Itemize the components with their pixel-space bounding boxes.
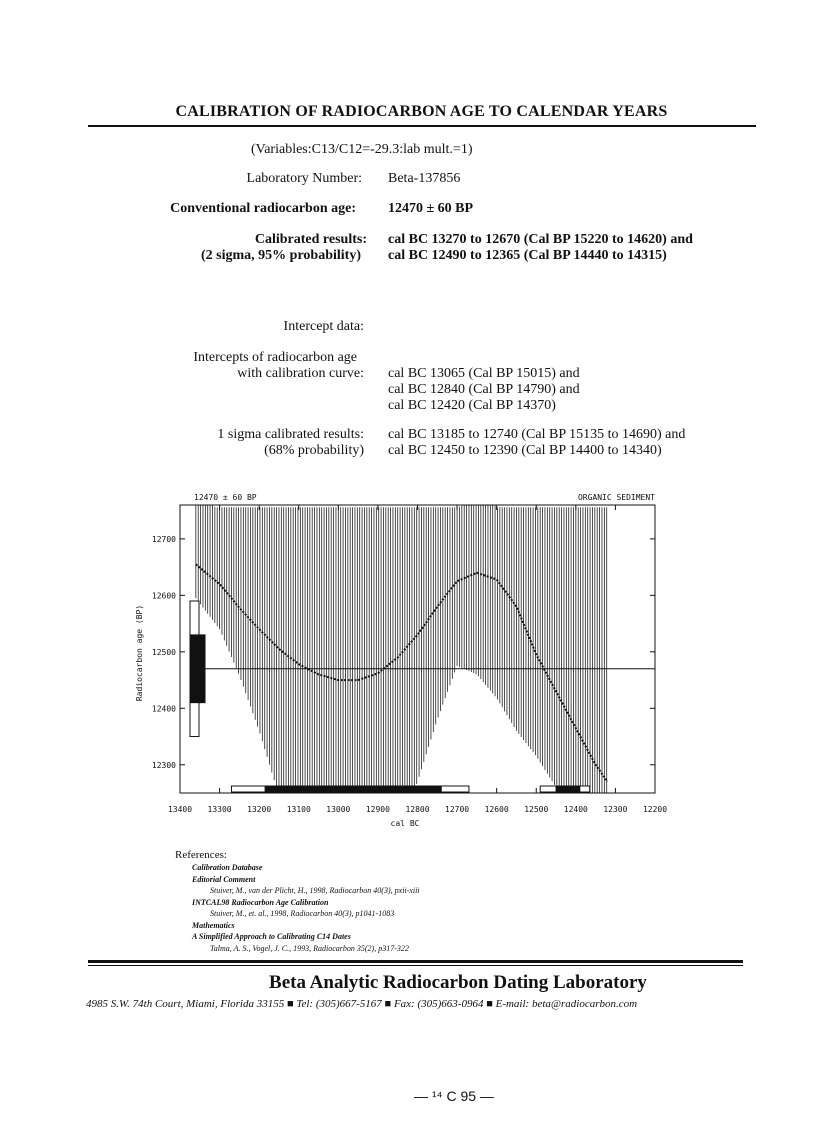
reference-item: Editorial Comment (192, 874, 256, 884)
reference-item: Talma, A. S., Vogel, J. C., 1993, Radiocarbon 35(2), p317-322 (210, 943, 409, 953)
intercept-data-label: Intercept data: (283, 319, 364, 334)
x-tick-label: 12700 (445, 805, 470, 814)
x-tick-label: 13300 (207, 805, 232, 814)
calibrated-value-1: cal BC 13270 to 12670 (Cal BP 15220 to 14620) and (388, 232, 693, 247)
intercepts-label-2: with calibration curve: (237, 366, 364, 381)
calibrated-value-2: cal BC 12490 to 12365 (Cal BP 14440 to 14315) (388, 248, 667, 263)
lab-number-label: Laboratory Number: (246, 171, 362, 186)
y-tick-label: 12400 (151, 704, 176, 714)
reference-item: Calibration Database (192, 863, 263, 872)
x-tick-label: 12200 (642, 805, 668, 814)
calibration-chart (130, 488, 670, 833)
y-tick-label: 12300 (151, 760, 176, 770)
one-sigma-value-1: cal BC 13185 to 12740 (Cal BP 15135 to 14690) and (388, 427, 686, 442)
reference-item: Mathematics (192, 920, 235, 930)
one-sigma-value-2: cal BC 12450 to 12390 (Cal BP 14400 to 14340) (388, 443, 662, 458)
x-tick-label: 12800 (405, 805, 430, 814)
one-sigma-cal-bar (556, 786, 580, 792)
reference-item: Stuiver, M., van der Plicht, H., 1998, Radiocarbon 40(3), pxii-xiii (210, 886, 420, 895)
x-tick-label: 12500 (524, 805, 549, 814)
x-tick-label: 13100 (286, 805, 311, 814)
x-tick-label: 13400 (167, 805, 193, 814)
one-sigma-label-1: 1 sigma calibrated results: (217, 427, 364, 442)
intercepts-value-1: cal BC 13065 (Cal BP 15015) and (388, 366, 580, 381)
one-sigma-label-2: (68% probability) (264, 443, 364, 458)
reference-item: A Simplified Approach to Calibrating C14 Dates (192, 932, 351, 941)
y-tick-label: 12600 (151, 591, 176, 601)
y-axis-label: Radiocarbon age (BP) (135, 604, 144, 702)
x-tick-label: 13200 (247, 805, 272, 814)
conventional-age-label: Conventional radiocarbon age: (170, 201, 356, 216)
plot-frame (180, 505, 655, 793)
page-number: — ¹⁴ C 95 — (414, 1088, 494, 1104)
title-rule (88, 125, 756, 127)
footer-rule-thin (88, 965, 743, 966)
intercepts-label-1: Intercepts of radiocarbon age (193, 350, 357, 365)
x-tick-label: 12400 (563, 805, 588, 814)
page-title: CALIBRATION OF RADIOCARBON AGE TO CALENDAR YEARS (175, 103, 668, 120)
one-sigma-age-bar (190, 635, 205, 703)
y-tick-label: 12700 (151, 534, 176, 544)
chart-title-left: 12470 ± 60 BP (194, 493, 257, 502)
x-tick-label: 12300 (603, 805, 628, 814)
y-tick-label: 12500 (151, 647, 176, 657)
lab-name: Beta Analytic Radiocarbon Dating Laboratory (269, 972, 647, 993)
intercepts-value-2: cal BC 12840 (Cal BP 14790) and (388, 382, 580, 397)
calibrated-label-1: Calibrated results: (254, 232, 367, 247)
reference-item: INTCAL98 Radiocarbon Age Calibration (192, 897, 329, 907)
intercepts-value-3: cal BC 12420 (Cal BP 14370) (388, 398, 556, 413)
lab-number-value: Beta-137856 (388, 171, 461, 186)
one-sigma-cal-bar (265, 786, 441, 792)
x-tick-label: 12900 (365, 805, 390, 814)
variables-line: (Variables:C13/C12=-29.3:lab mult.=1) (251, 142, 473, 157)
calibrated-label-2: (2 sigma, 95% probability) (201, 248, 361, 263)
x-tick-label: 13000 (326, 805, 351, 814)
conventional-age-value: 12470 ± 60 BP (388, 201, 474, 216)
lab-address: 4985 S.W. 74th Court, Miami, Florida 33155 ■ Tel: (305)667-5167 ■ Fax: (305)663-0964 ■ E-mail: beta@radiocarbon.com (86, 998, 638, 1010)
reference-item: Stuiver, M., et. al., 1998, Radiocarbon 40(3), p1041-1083 (210, 909, 395, 918)
references-list (192, 862, 420, 954)
footer-rule (88, 960, 743, 963)
x-axis-label: cal BC (390, 819, 420, 828)
references-heading: References: (175, 849, 227, 861)
x-tick-label: 12600 (484, 805, 509, 814)
chart-title-right: ORGANIC SEDIMENT (577, 493, 655, 502)
